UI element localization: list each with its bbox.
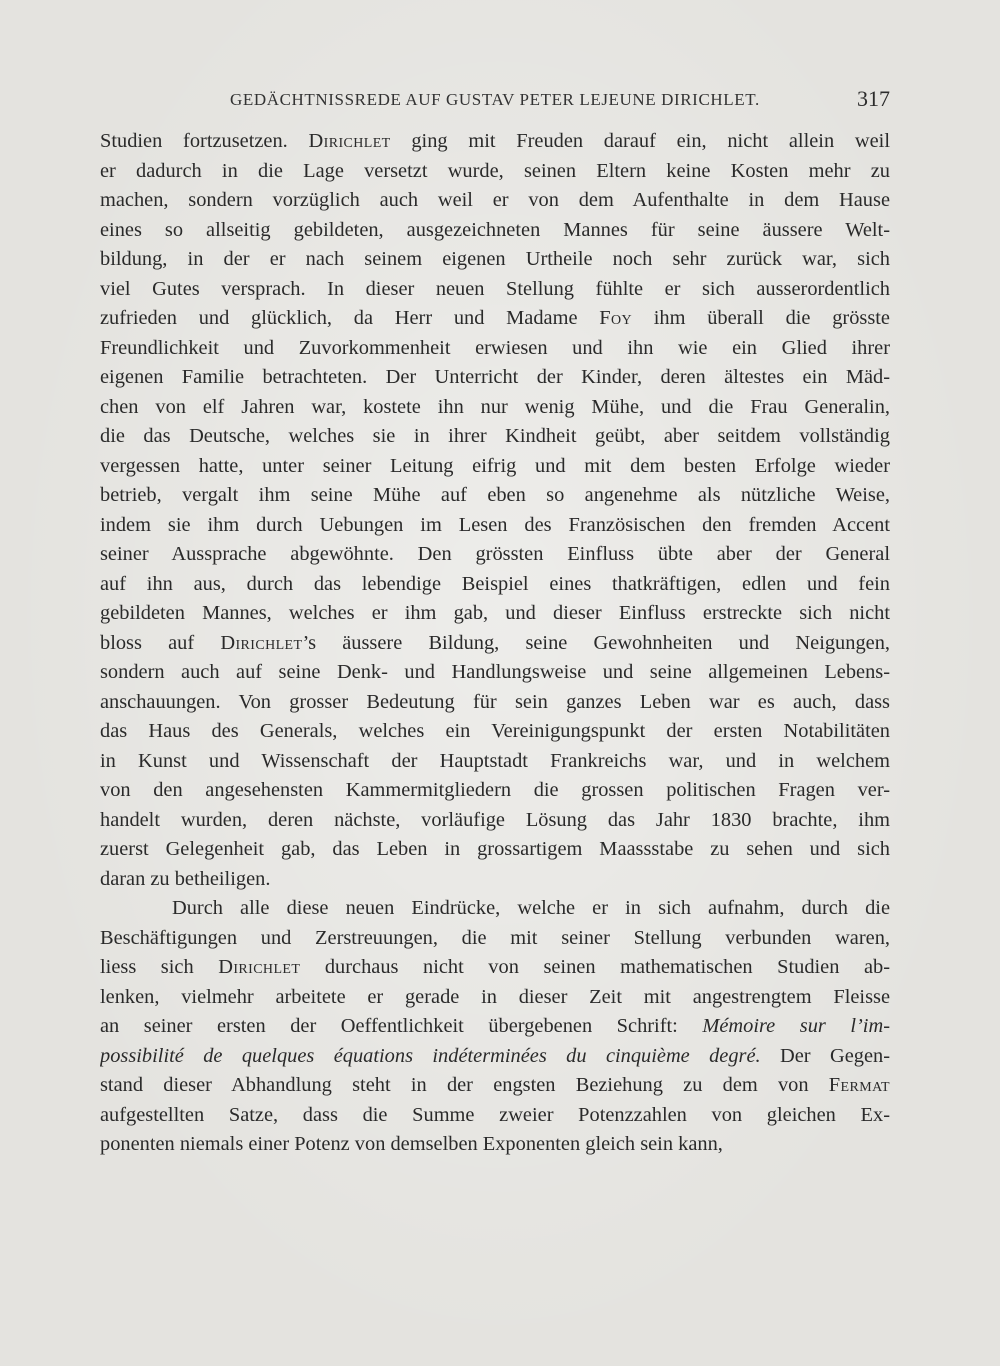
small-caps-name: Dirichlet: [308, 130, 391, 152]
text-run: betrieb, vergalt ihm seine Mühe auf eben so angenehme als nützliche Weise,: [100, 484, 890, 506]
text-line: [100, 216, 890, 246]
text-run: Beschäftigungen und Zerstreuungen, die mit seiner Stellung verbunden waren,: [100, 926, 890, 949]
text-run: handelt wurden, deren nächste, vorläufige Lösung das Jahr 1830 brachte, ihm: [100, 808, 890, 831]
text-run: auf ihn aus, durch das lebendige Beispiel eines thatkräftigen, edlen und fein: [100, 572, 890, 595]
text-run: sondern auch auf seine Denk- und Handlungsweise und seine allgemeinen Lebens-: [100, 661, 890, 683]
text-line: [100, 1042, 890, 1072]
text-line: [100, 599, 890, 629]
text-run: von den angesehensten Kammermitgliedern die grossen politischen Fragen ver-: [100, 779, 890, 801]
text-line: [100, 245, 890, 275]
small-caps-name: Dirichlet: [220, 631, 303, 654]
text-line: [100, 894, 890, 924]
text-line: [100, 924, 890, 954]
text-line: [100, 776, 890, 806]
text-run: in Kunst und Wissenschaft der Hauptstadt Frankreichs war, und in welchem: [100, 749, 890, 772]
text-line: [100, 157, 890, 187]
text-run: ihm überall die grösste: [632, 307, 890, 329]
running-title: GEDÄCHTNISSREDE AUF GUSTAV PETER LEJEUNE DIRICHLET.: [230, 90, 760, 109]
text-line: [100, 186, 890, 216]
page-number: 317: [857, 86, 890, 111]
text-line: [100, 806, 890, 836]
text-line: [100, 953, 890, 983]
text-line: [100, 629, 890, 659]
text-run: eigenen Familie betrachteten. Der Unterricht der Kinder, deren ältestes ein Mäd-: [100, 366, 890, 388]
text-line: [100, 865, 890, 895]
text-run: bildung, in der er nach seinem eigenen Urtheile noch sehr zurück war, sich: [100, 248, 890, 270]
text-line: [100, 1012, 890, 1042]
italic-title: possibilité de quelques équations indéterminées du cinquième degré.: [100, 1044, 761, 1067]
text-line: [100, 363, 890, 393]
text-run: stand dieser Abhandlung steht in der engsten Beziehung zu dem von: [100, 1074, 829, 1096]
text-line: [100, 688, 890, 718]
text-run: die das Deutsche, welches sie in ihrer Kindheit geübt, aber seitdem vollständig: [100, 425, 890, 447]
text-run: aufgestellten Satze, dass die Summe zweier Potenzzahlen von gleichen Ex-: [100, 1103, 890, 1126]
text-run: er dadurch in die Lage versetzt wurde, seinen Eltern keine Kosten mehr zu: [100, 159, 890, 182]
text-line: [100, 422, 890, 452]
text-run: anschauungen. Von grosser Bedeutung für sein ganzes Leben war es auch, dass: [100, 690, 890, 713]
text-line: [100, 717, 890, 747]
text-run: bloss auf: [100, 631, 221, 654]
text-run: Studien fortzusetzen.: [100, 130, 309, 152]
text-run: Der Gegen-: [760, 1044, 890, 1067]
text-run: zufrieden und glücklich, da Herr und Madame: [100, 307, 600, 329]
text-run: daran zu betheiligen.: [100, 867, 271, 890]
text-run: ponenten niemals einer Potenz von demselben Exponenten gleich sein kann,: [100, 1133, 723, 1155]
text-run: liess sich: [100, 956, 219, 978]
text-line: [100, 511, 890, 541]
text-line: [100, 393, 890, 423]
text-line: [100, 1071, 890, 1101]
small-caps-name: Foy: [599, 307, 633, 329]
text-run: gebildeten Mannes, welches er ihm gab, und dieser Einfluss erstreckte sich nicht: [100, 602, 890, 624]
text-run: machen, sondern vorzüglich auch weil er von dem Aufenthalte in dem Hause: [100, 189, 890, 211]
text-line: [100, 481, 890, 511]
body-text: [100, 127, 890, 1160]
italic-title: Mémoire sur l’im-: [702, 1015, 890, 1037]
text-line: [100, 275, 890, 305]
text-run: Freundlichkeit und Zuvorkommenheit erwiesen und ihn wie ein Glied ihrer: [100, 336, 890, 359]
small-caps-name: Dirichlet: [218, 956, 301, 978]
text-line: [100, 540, 890, 570]
text-run: eines so allseitig gebildeten, ausgezeichneten Mannes für seine äussere Welt-: [100, 218, 890, 241]
text-run: das Haus des Generals, welches ein Vereinigungspunkt der ersten Notabilitäten: [100, 720, 890, 742]
running-header: [100, 88, 890, 116]
text-line: [100, 658, 890, 688]
text-run: seiner Aussprache abgewöhnte. Den grössten Einfluss übte aber der General: [100, 543, 890, 565]
text-line: [100, 1130, 890, 1160]
text-run: vergessen hatte, unter seiner Leitung eifrig und mit dem besten Erfolge wieder: [100, 454, 890, 477]
text-run: Durch alle diese neuen Eindrücke, welche er in sich aufnahm, durch die: [172, 897, 890, 919]
text-line: [100, 747, 890, 777]
text-run: chen von elf Jahren war, kostete ihn nur wenig Mühe, und die Frau Generalin,: [100, 395, 890, 418]
text-run: indem sie ihm durch Uebungen im Lesen des Französischen den fremden Accent: [100, 513, 890, 536]
text-run: durchaus nicht von seinen mathematischen Studien ab-: [300, 956, 890, 978]
text-line: [100, 304, 890, 334]
text-line: [100, 452, 890, 482]
text-run: an seiner ersten der Oeffentlichkeit übergebenen Schrift:: [100, 1015, 703, 1037]
text-run: viel Gutes versprach. In dieser neuen Stellung fühlte er sich ausserordentlich: [100, 277, 890, 300]
text-line: [100, 983, 890, 1013]
text-line: [100, 127, 890, 157]
text-run: ging mit Freuden darauf ein, nicht allein weil: [390, 130, 890, 152]
text-line: [100, 1101, 890, 1131]
text-line: [100, 570, 890, 600]
text-run: lenken, vielmehr arbeitete er gerade in dieser Zeit mit angestrengtem Fleisse: [100, 985, 890, 1008]
text-line: [100, 334, 890, 364]
small-caps-name: Fermat: [828, 1074, 890, 1096]
text-line: [100, 835, 890, 865]
text-run: zuerst Gelegenheit gab, das Leben in grossartigem Maassstabe zu sehen und sich: [100, 838, 890, 860]
text-run: ’s äussere Bildung, seine Gewohnheiten und Neigungen,: [302, 631, 890, 654]
